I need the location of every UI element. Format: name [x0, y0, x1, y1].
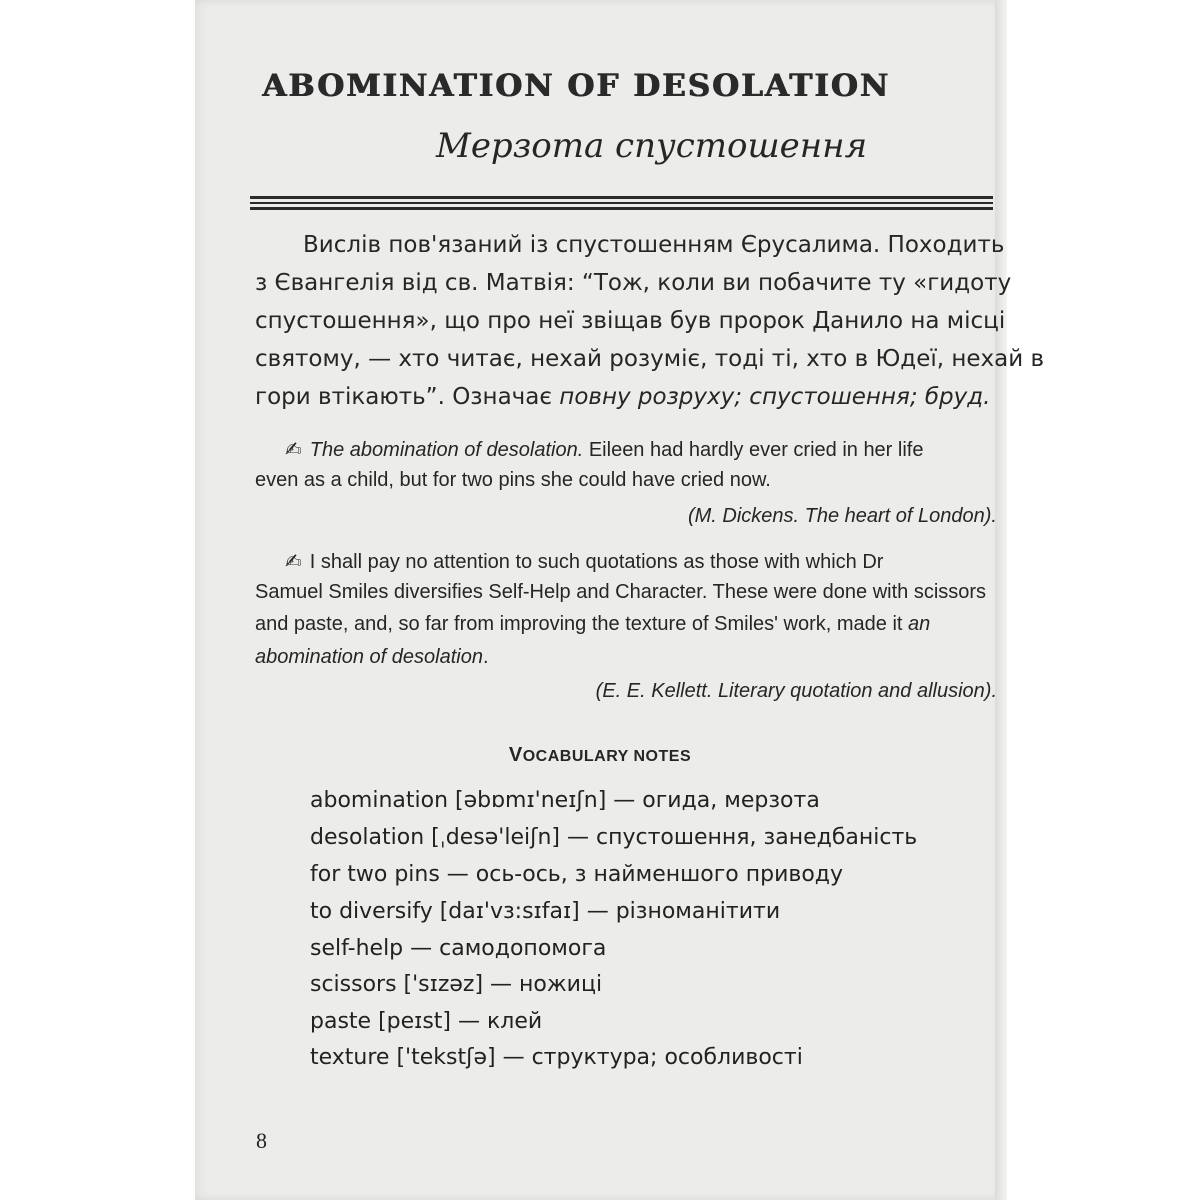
vocab-item: scissors ['sɪzəz] — ножиці	[310, 972, 603, 997]
example-2-line-3-italic: an	[908, 613, 931, 635]
example-2-line-1	[285, 549, 883, 574]
example-2-line-4-rest: .	[482, 646, 489, 668]
vocabulary-heading	[0, 744, 1200, 767]
vocab-item: desolation [ˌdesə'leiʃn] — спустошення, занедбаність	[310, 825, 918, 850]
example-1-line-1-rest: Eileen had hardly ever cried in her life	[583, 439, 924, 461]
explanation-meaning: повну розруху; спустошення; бруд.	[559, 384, 991, 410]
vocab-item: self-help — самодопомога	[310, 936, 607, 961]
explanation-line-2: з Євангелія від св. Матвія: “Тож, коли ви побачите ту «гидоту	[255, 270, 1012, 296]
example-1-line-1	[285, 437, 923, 462]
vocab-item: texture ['tekstʃə] — структура; особливості	[310, 1045, 803, 1070]
example-2-source: (E. E. Kellett. Literary quotation and allusion).	[595, 680, 997, 702]
example-1-phrase: The abomination of desolation.	[309, 439, 584, 461]
vocabulary-heading-rest: OCABULARY NOTES	[522, 748, 692, 765]
explanation-line-1: Вислів пов'язаний із спустошенням Єрусалима. Походить	[303, 232, 1005, 258]
explanation-line-3: спустошення», що про неї звіщав був пророк Данило на місці	[255, 308, 1006, 334]
page-edge-shadow	[995, 0, 1007, 1200]
entry-title: ABOMINATION OF DESOLATION	[262, 68, 890, 104]
example-1-line-2: even as a child, but for two pins she could have cried now.	[255, 469, 771, 491]
divider-rule-bottom	[250, 207, 993, 210]
vocab-item: for two pins — ось-ось, з найменшого приводу	[310, 862, 844, 887]
entry-subtitle: Мерзота спустошення	[436, 126, 868, 166]
explanation-line-5-plain: гори втікають”. Означає	[255, 384, 560, 410]
example-2-line-4	[255, 646, 489, 669]
writing-hand-icon: ✍	[285, 437, 302, 461]
explanation-line-4: святому, — хто читає, нехай розуміє, тоді ті, хто в Юдеї, нехай в	[255, 346, 1045, 372]
vocab-item: to diversify [daɪ'vɜ:sɪfaɪ] — різноманітити	[310, 899, 781, 924]
example-2-line-2: Samuel Smiles diversifies Self-Help and Character. These were done with scissors	[255, 581, 987, 603]
vocab-item: paste [peɪst] — клей	[310, 1009, 543, 1034]
divider-rule-middle	[250, 202, 993, 204]
explanation-line-5	[255, 384, 991, 410]
example-2-phrase: abomination of desolation	[255, 646, 483, 668]
example-2-line-3-plain: and paste, and, so far from improving the texture of Smiles' work, made it	[255, 613, 908, 635]
example-1-source: (M. Dickens. The heart of London).	[687, 505, 997, 527]
example-2-line-1-text: I shall pay no attention to such quotations as those with which Dr	[309, 551, 884, 573]
vocab-item: abomination [əbɒmɪ'neɪʃn] — огида, мерзота	[310, 788, 820, 813]
vocabulary-heading-initial: V	[508, 744, 523, 766]
writing-hand-icon: ✍	[285, 549, 302, 573]
divider-rule-top	[250, 196, 993, 199]
example-2-line-3	[255, 613, 930, 636]
page-number: 8	[256, 1128, 267, 1153]
